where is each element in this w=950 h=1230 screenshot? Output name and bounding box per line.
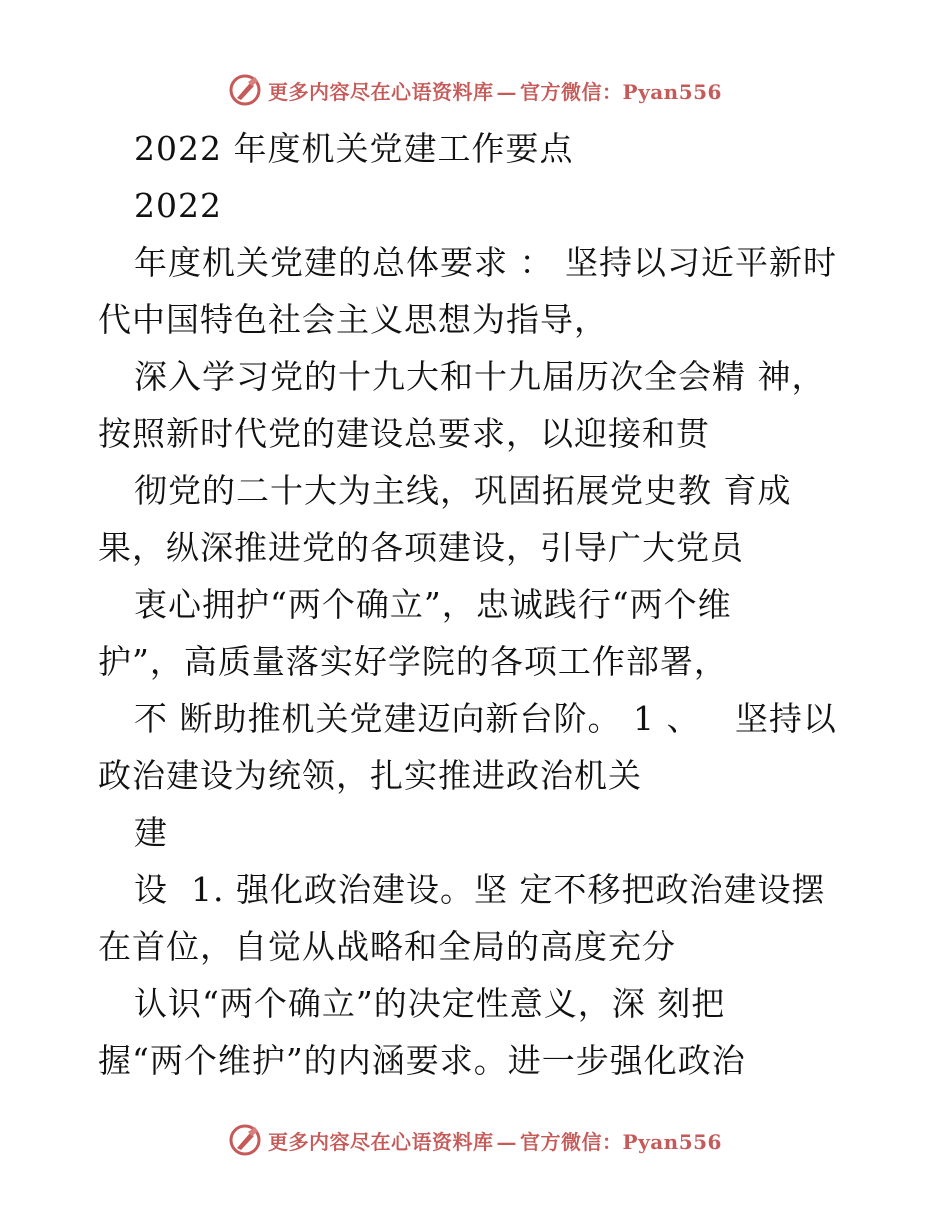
text-line: 深入学习党的十九大和十九届历次全会精 神， [134, 357, 826, 396]
text-line: 护”，高质量落实好学院的各项工作部署， [98, 642, 728, 681]
text-line: 彻党的二十大为主线，巩固拓展党史教 育成 [134, 471, 792, 510]
text-line: 设 1. 强化政治建设。坚 定不移把政治建设摆 [134, 870, 826, 909]
text-line: 2022 [134, 186, 222, 225]
text-line: 按照新时代党的建设总要求，以迎接和贯 [98, 414, 710, 453]
text-line: 代中国特色社会主义思想为指导， [98, 300, 608, 339]
header-watermark-banner [0, 70, 950, 110]
text-line: 握“两个维护”的内涵要求。进一步强化政治 [98, 1041, 746, 1080]
text-line: 政治建设为统领，扎实推进政治机关 [98, 756, 642, 795]
text-line: 果，纵深推进党的各项建设，引导广大党员 [98, 528, 744, 567]
text-line: 年度机关党建的总体要求 ： 坚持以习近平新时 [134, 243, 837, 282]
text-line: 衷心拥护“两个确立”，忠诚践行“两个维 [134, 585, 732, 624]
document-title: 2022 年度机关党建工作要点 [134, 129, 574, 168]
text-line: 不 断助推机关党建迈向新台阶。 1 、 坚持以 [134, 699, 837, 738]
text-line: 在首位，自觉从战略和全局的高度充分 [98, 927, 676, 966]
document-body [98, 120, 858, 1089]
watermark-text: 更多内容尽在心语资料库 — 官方微信：Pyan556 [268, 1129, 722, 1154]
watermark-text: 更多内容尽在心语资料库 — 官方微信：Pyan556 [268, 79, 722, 104]
text-line: 认识“两个确立”的决定性意义，深 刻把 [134, 984, 726, 1023]
pen-logo-icon [228, 73, 262, 107]
pen-logo-icon [228, 1123, 262, 1157]
footer-watermark-banner [0, 1120, 950, 1160]
text-line: 建 [134, 813, 168, 852]
